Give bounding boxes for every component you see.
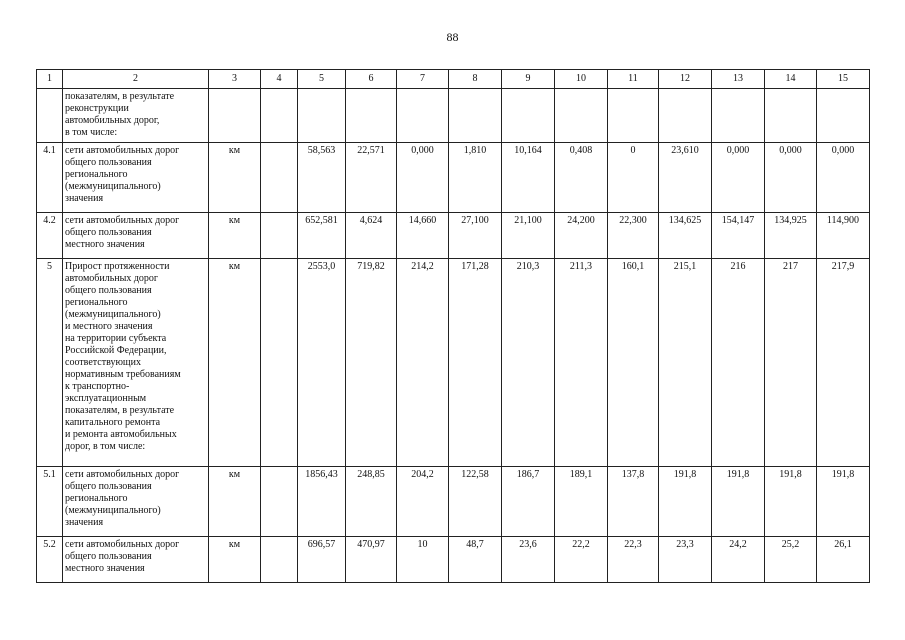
- value-cell: 248,85: [346, 467, 397, 537]
- column-header-9: 9: [502, 70, 555, 89]
- value-cell: 0,000: [765, 143, 817, 213]
- indicator-table: [36, 69, 870, 583]
- empty-column-cell: [261, 213, 298, 259]
- value-cell: [346, 89, 397, 143]
- value-cell: 24,2: [712, 537, 765, 583]
- value-cell: 22,571: [346, 143, 397, 213]
- column-header-15: 15: [817, 70, 870, 89]
- column-header-3: 3: [209, 70, 261, 89]
- value-cell: 1,810: [449, 143, 502, 213]
- value-cell: 58,563: [298, 143, 346, 213]
- value-cell: 470,97: [346, 537, 397, 583]
- value-cell: [502, 89, 555, 143]
- indicator-name-cell: сети автомобильных дорог общего пользования местного значения: [63, 213, 209, 259]
- header-row: [37, 70, 870, 89]
- value-cell: 214,2: [397, 259, 449, 467]
- value-cell: 27,100: [449, 213, 502, 259]
- value-cell: 0,000: [817, 143, 870, 213]
- value-cell: 215,1: [659, 259, 712, 467]
- value-cell: 696,57: [298, 537, 346, 583]
- value-cell: 189,1: [555, 467, 608, 537]
- value-cell: [817, 89, 870, 143]
- value-cell: 22,2: [555, 537, 608, 583]
- value-cell: [765, 89, 817, 143]
- row-number-cell: 4.2: [37, 213, 63, 259]
- column-header-13: 13: [712, 70, 765, 89]
- value-cell: 211,3: [555, 259, 608, 467]
- column-header-11: 11: [608, 70, 659, 89]
- value-cell: 137,8: [608, 467, 659, 537]
- value-cell: 719,82: [346, 259, 397, 467]
- value-cell: 217,9: [817, 259, 870, 467]
- value-cell: 22,300: [608, 213, 659, 259]
- value-cell: 114,900: [817, 213, 870, 259]
- value-cell: 154,147: [712, 213, 765, 259]
- row-number-cell: 5: [37, 259, 63, 467]
- value-cell: 14,660: [397, 213, 449, 259]
- value-cell: 0: [608, 143, 659, 213]
- value-cell: 10,164: [502, 143, 555, 213]
- value-cell: 134,625: [659, 213, 712, 259]
- value-cell: 191,8: [817, 467, 870, 537]
- value-cell: 1856,43: [298, 467, 346, 537]
- empty-column-cell: [261, 89, 298, 143]
- value-cell: 22,3: [608, 537, 659, 583]
- value-cell: 0,000: [712, 143, 765, 213]
- value-cell: 26,1: [817, 537, 870, 583]
- table-header: [37, 70, 870, 89]
- value-cell: [608, 89, 659, 143]
- row-number-cell: 5.2: [37, 537, 63, 583]
- empty-column-cell: [261, 259, 298, 467]
- value-cell: 134,925: [765, 213, 817, 259]
- column-header-10: 10: [555, 70, 608, 89]
- value-cell: [659, 89, 712, 143]
- value-cell: 186,7: [502, 467, 555, 537]
- value-cell: 652,581: [298, 213, 346, 259]
- value-cell: [298, 89, 346, 143]
- unit-cell: км: [209, 213, 261, 259]
- empty-column-cell: [261, 537, 298, 583]
- unit-cell: км: [209, 537, 261, 583]
- indicator-name-cell: сети автомобильных дорог общего пользования регионального (межмуниципального) значения: [63, 467, 209, 537]
- row-number-cell: [37, 89, 63, 143]
- value-cell: 23,3: [659, 537, 712, 583]
- indicator-name-cell: показателям, в результате реконструкции автомобильных дорог, в том числе:: [63, 89, 209, 143]
- table-row: [37, 213, 870, 259]
- value-cell: 0,000: [397, 143, 449, 213]
- column-header-7: 7: [397, 70, 449, 89]
- table-row: [37, 143, 870, 213]
- value-cell: 25,2: [765, 537, 817, 583]
- indicator-name-cell: сети автомобильных дорог общего пользования местного значения: [63, 537, 209, 583]
- row-number-cell: 4.1: [37, 143, 63, 213]
- value-cell: 210,3: [502, 259, 555, 467]
- value-cell: 216: [712, 259, 765, 467]
- value-cell: 191,8: [712, 467, 765, 537]
- unit-cell: км: [209, 143, 261, 213]
- value-cell: 122,58: [449, 467, 502, 537]
- table-body: [37, 89, 870, 583]
- value-cell: 191,8: [765, 467, 817, 537]
- unit-cell: км: [209, 467, 261, 537]
- empty-column-cell: [261, 143, 298, 213]
- unit-cell: [209, 89, 261, 143]
- column-header-1: 1: [37, 70, 63, 89]
- empty-column-cell: [261, 467, 298, 537]
- page-number: 88: [446, 30, 459, 44]
- value-cell: [555, 89, 608, 143]
- column-header-14: 14: [765, 70, 817, 89]
- value-cell: 23,610: [659, 143, 712, 213]
- value-cell: 204,2: [397, 467, 449, 537]
- value-cell: 21,100: [502, 213, 555, 259]
- value-cell: 0,408: [555, 143, 608, 213]
- column-header-5: 5: [298, 70, 346, 89]
- column-header-6: 6: [346, 70, 397, 89]
- value-cell: 23,6: [502, 537, 555, 583]
- indicator-name-cell: Прирост протяженности автомобильных дорог общего пользования регионального (межмуниципального) и местного значения на территории субъекта Российской Федерации, соответствующих нормативным требованиям к транспортно- эксплуатационным показателям, в результате капитального ремонта и ремонта автомобильных дорог, в том числе:: [63, 259, 209, 467]
- unit-cell: км: [209, 259, 261, 467]
- indicator-name-cell: сети автомобильных дорог общего пользования регионального (межмуниципального) значения: [63, 143, 209, 213]
- value-cell: 171,28: [449, 259, 502, 467]
- value-cell: 24,200: [555, 213, 608, 259]
- value-cell: 160,1: [608, 259, 659, 467]
- value-cell: [712, 89, 765, 143]
- column-header-12: 12: [659, 70, 712, 89]
- table-row: [37, 89, 870, 143]
- value-cell: 10: [397, 537, 449, 583]
- row-number-cell: 5.1: [37, 467, 63, 537]
- value-cell: 2553,0: [298, 259, 346, 467]
- value-cell: 48,7: [449, 537, 502, 583]
- column-header-8: 8: [449, 70, 502, 89]
- table-row: [37, 537, 870, 583]
- value-cell: [397, 89, 449, 143]
- value-cell: 217: [765, 259, 817, 467]
- value-cell: 191,8: [659, 467, 712, 537]
- column-header-4: 4: [261, 70, 298, 89]
- value-cell: [449, 89, 502, 143]
- value-cell: 4,624: [346, 213, 397, 259]
- table-row: [37, 467, 870, 537]
- table-row: [37, 259, 870, 467]
- column-header-2: 2: [63, 70, 209, 89]
